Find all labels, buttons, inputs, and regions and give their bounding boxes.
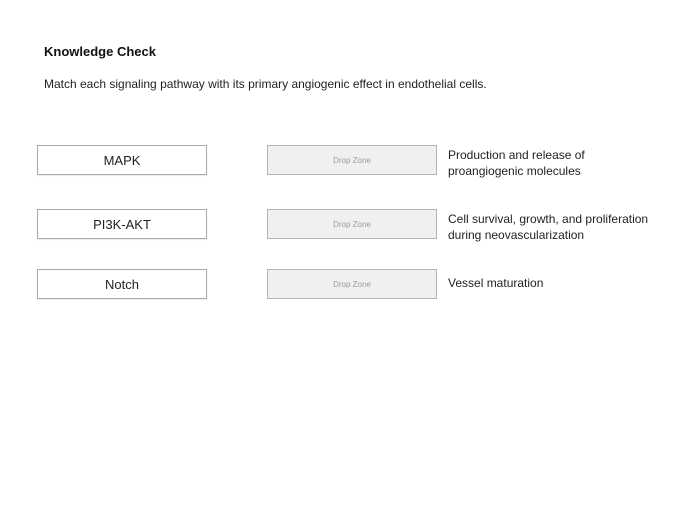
page-title: Knowledge Check (44, 44, 156, 59)
effect-description-1 (448, 147, 678, 179)
effect-line: proangiogenic molecules (448, 164, 581, 178)
instructions-text: Match each signaling pathway with its primary angiogenic effect in endothelial cells. (44, 77, 487, 91)
effect-line: during neovascularization (448, 228, 585, 242)
effect-description-3 (448, 275, 678, 291)
effect-line: Cell survival, growth, and proliferation (448, 212, 649, 226)
drag-item-notch[interactable]: Notch (37, 269, 207, 299)
drop-zone-label: Drop Zone (333, 155, 371, 165)
drop-zone-2[interactable] (267, 209, 437, 239)
effect-line: Production and release of (448, 148, 585, 162)
drag-item-pi3k-akt[interactable]: PI3K-AKT (37, 209, 207, 239)
drop-zone-1[interactable] (267, 145, 437, 175)
drag-item-mapk[interactable]: MAPK (37, 145, 207, 175)
drop-zone-label: Drop Zone (333, 279, 371, 289)
effect-description-2 (448, 211, 678, 243)
drop-zone-3[interactable] (267, 269, 437, 299)
drop-zone-label: Drop Zone (333, 219, 371, 229)
effect-line: Vessel maturation (448, 276, 544, 290)
